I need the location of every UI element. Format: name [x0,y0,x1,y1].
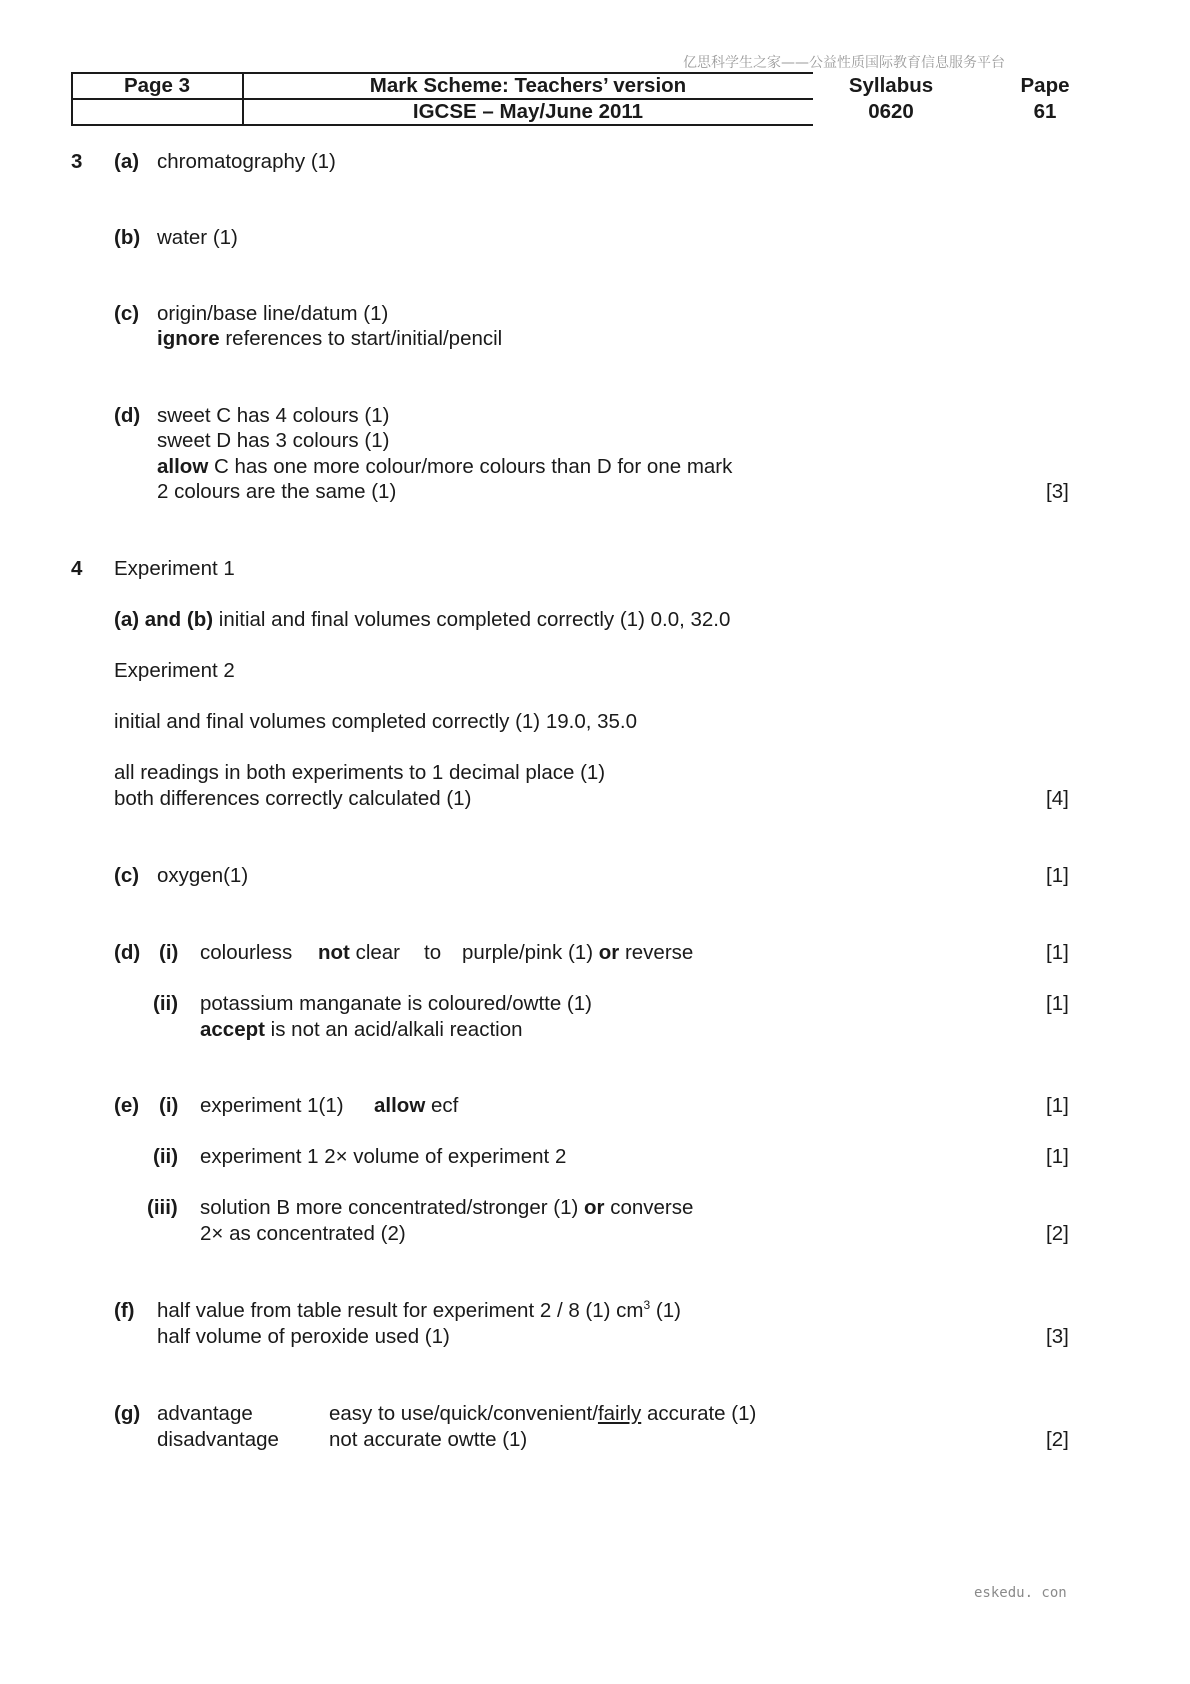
question-number: 4 [71,557,83,580]
header-subtitle: IGCSE – May/June 2011 [412,100,644,123]
part-label: (c) [114,302,140,325]
footer-text: eskedu. con [974,1585,1067,1601]
header-title: Mark Scheme: Teachers’ version [369,74,687,97]
answer-text: half volume of peroxide used (1) [157,1325,450,1348]
advantage-label: advantage [157,1402,253,1425]
answer-note: allow C has one more colour/more colours than D for one mark [157,455,733,478]
mark-value: [4] [1046,787,1069,810]
subpart-label: (i) [159,1094,179,1117]
mark-value: [2] [1046,1222,1069,1245]
header-paper-value: 61 [1033,100,1057,123]
mark-value: [1] [1046,941,1069,964]
mark-value: [3] [1046,480,1069,503]
superscript: 3 [643,1298,651,1312]
header-page: Page 3 [123,74,191,97]
question-number: 3 [71,150,83,173]
answer-text: experiment 1(1) [200,1094,344,1117]
part-label: (d) [114,404,141,427]
answer-text: 2 colours are the same (1) [157,480,397,503]
header-syllabus-label: Syllabus [848,74,934,97]
answer-note: accept is not an acid/alkali reaction [200,1018,523,1041]
mark-value: [1] [1046,864,1069,887]
disadvantage-label: disadvantage [157,1428,279,1451]
answer-text: 2× as concentrated (2) [200,1222,406,1245]
keyword: or [598,941,620,964]
keyword: allow [374,1094,426,1117]
watermark-text: 亿思科学生之家——公益性质国际教育信息服务平台 [683,55,1005,71]
keyword: allow [157,455,209,478]
subpart-label: (ii) [153,1145,179,1168]
experiment-heading: Experiment 2 [114,659,235,682]
answer-text: half value from table result for experiment 2 / 8 (1) $cm^3$ (1) [157,1298,681,1322]
mark-value: [1] [1046,1145,1069,1168]
keyword: not [318,941,350,964]
underlined-word: fairly [597,1402,642,1425]
answer-text: potassium manganate is coloured/owtte (1) [200,992,592,1015]
answer-text: colourless [200,941,293,964]
subpart-label: (ii) [153,992,179,1015]
mark-value: [1] [1046,1094,1069,1117]
answer-text: purple/pink (1) or reverse [462,941,694,964]
answer-text: water (1) [157,226,238,249]
experiment-heading: Experiment 1 [114,557,235,580]
mark-value: [1] [1046,992,1069,1015]
answer-text: both differences correctly calculated (1) [114,787,472,810]
answer-text: origin/base line/datum (1) [157,302,389,325]
answer-note: allow ecf [374,1094,459,1117]
subpart-label: (i) [159,941,179,964]
answer-text: solution B more concentrated/stronger (1) or converse [200,1196,694,1219]
header-syllabus-value: 0620 [868,100,914,123]
header-paper-label: Pape [1020,74,1070,97]
advantage-text: easy to use/quick/convenient/fairly accurate (1) [329,1402,757,1425]
keyword: or [584,1196,605,1219]
part-label: (f) [114,1299,135,1322]
part-label: (b) [114,226,141,249]
answer-text: to [424,941,442,964]
disadvantage-text: not accurate owtte (1) [329,1428,528,1451]
answer-text: all readings in both experiments to 1 decimal place (1) [114,761,606,784]
answer-note: ignore references to start/initial/pencil [157,327,503,350]
answer-text: sweet C has 4 colours (1) [157,404,390,427]
answer-text: sweet D has 3 colours (1) [157,429,390,452]
part-label: (d) [114,941,141,964]
answer-text: initial and final volumes completed correctly (1) 19.0, 35.0 [114,710,638,733]
answer-text: not clear [318,941,401,964]
part-label: (a) and (b) [114,608,214,631]
mark-value: [3] [1046,1325,1069,1348]
subpart-label: (iii) [147,1196,178,1219]
mark-value: [2] [1046,1428,1069,1451]
answer-text: experiment 1 2× volume of experiment 2 [200,1145,567,1168]
answer-text: oxygen(1) [157,864,249,887]
keyword: ignore [157,327,220,350]
answer-text: (a) and (b) initial and final volumes completed correctly (1) 0.0, 32.0 [114,608,731,631]
part-label: (e) [114,1094,140,1117]
part-label: (g) [114,1402,141,1425]
keyword: accept [200,1018,265,1041]
part-label: (c) [114,864,140,887]
answer-text: chromatography (1) [157,150,336,173]
part-label: (a) [114,150,140,173]
